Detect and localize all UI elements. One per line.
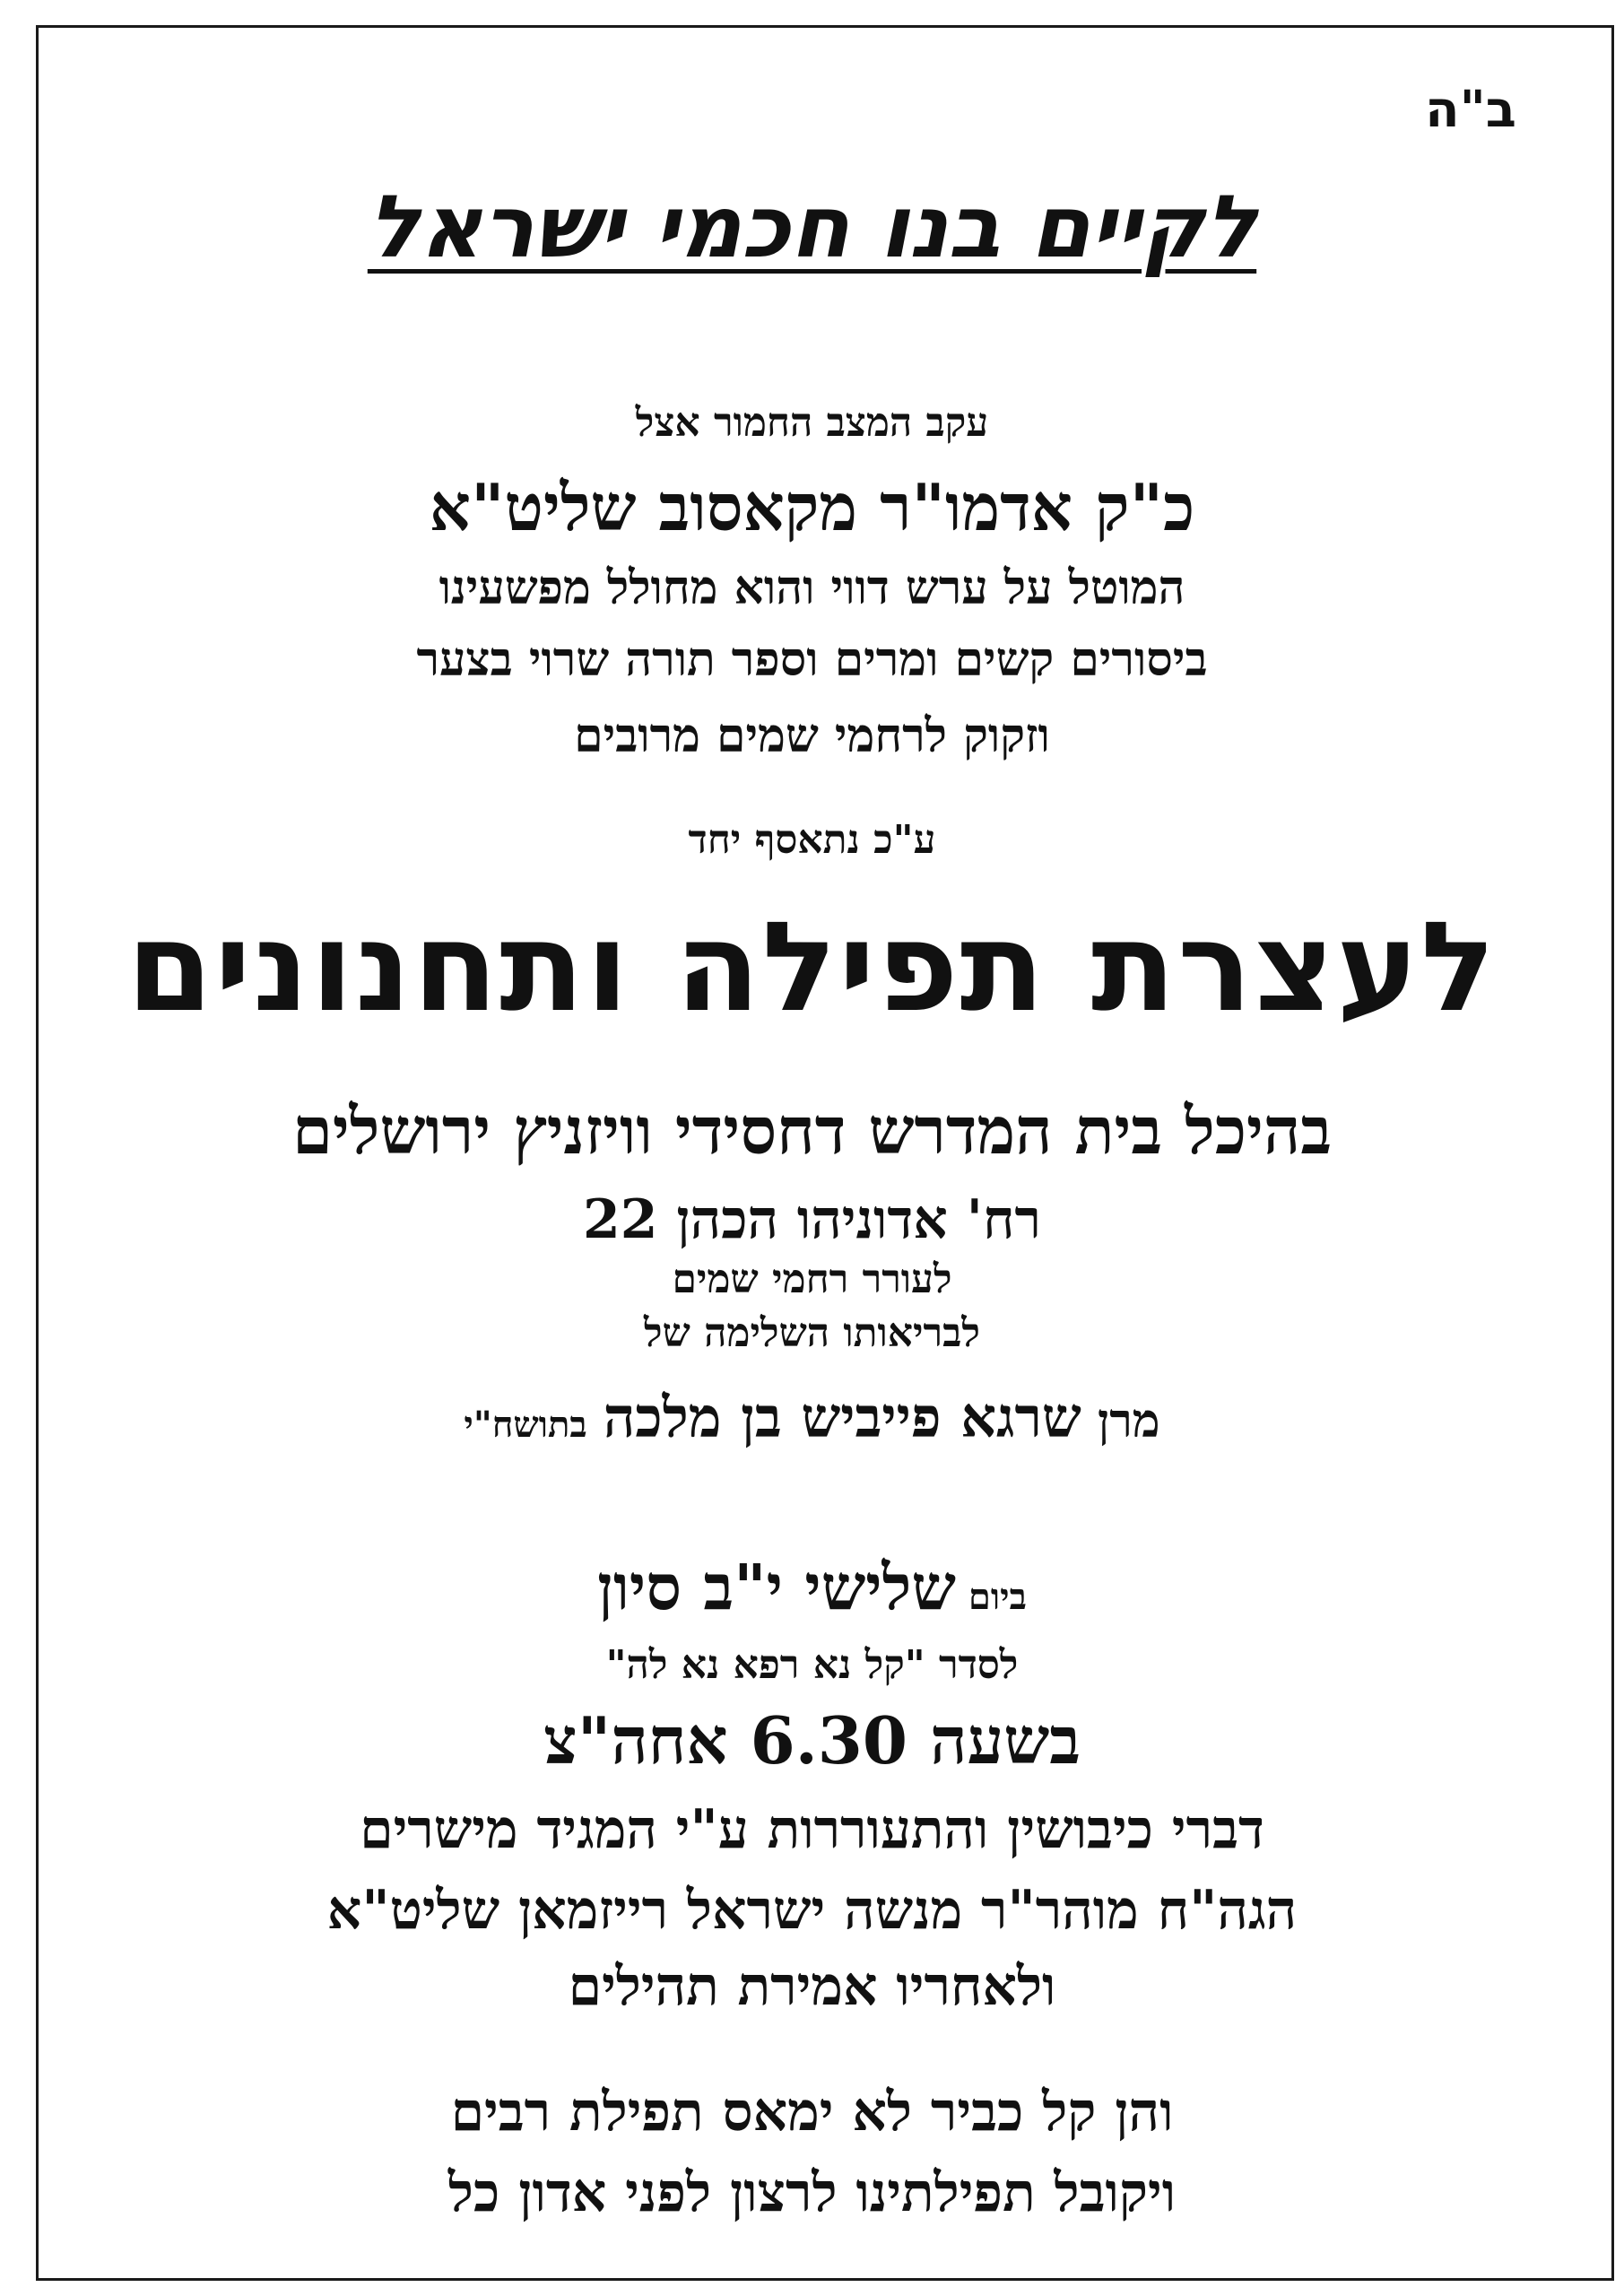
gathering-lead: ע"כ נתאסף יחד: [688, 817, 936, 863]
bh-header: ב"ה: [1425, 81, 1516, 139]
intro-line-2: כ"ק אדמו"ר מקאסוב שליט"א: [429, 469, 1195, 545]
event-headline: לעצרת תפילה ותחנונים: [126, 895, 1498, 1039]
intro-line-5: וזקוק לרחמי שמים מרובים: [574, 709, 1050, 763]
day-prefix: ביום: [968, 1576, 1027, 1618]
program-line-2: הגה"ח מוהר"ר מנשה ישראל רייזמאן שליט"א: [326, 1879, 1298, 1942]
program-line-3: ולאחריו אמירת תהילים: [568, 1955, 1056, 2018]
closing-line-1: והן קל כביר לא ימאס תפילת רבים: [450, 2081, 1174, 2144]
prayer-order: לסדר "קל נא רפא נא לה": [605, 1642, 1019, 1688]
intro-line-4: ביסורים קשים ומרים וספר תורה שרוי בצער: [416, 632, 1208, 687]
day-value: שלישי י"ב סיון: [597, 1550, 956, 1624]
patient-name: שרגא פייביש בן מלכה: [603, 1385, 1081, 1450]
page-title-text: לקיים בנו חכמי ישראל: [367, 177, 1257, 277]
purpose-line-1: לעורר רחמי שמים: [672, 1257, 952, 1302]
intro-line-1: עקב המצב החמור אצל: [635, 400, 989, 446]
patient-line: [0, 1385, 1624, 1450]
purpose-line-2: לבריאותו השלימה של: [644, 1310, 980, 1356]
patient-prefix: מרן: [1097, 1394, 1160, 1448]
patient-suffix: בתושח"י: [464, 1404, 587, 1446]
program-line-1: דברי כיבושין והתעוררות ע"י המגיד מישרים: [360, 1798, 1264, 1861]
page-title: [0, 177, 1624, 277]
day-line: [0, 1550, 1624, 1624]
event-time: בשעה 6.30 אחה"צ: [543, 1702, 1081, 1779]
intro-line-3: המוטל על ערש דווי והוא מחולל מפשעינו: [439, 561, 1185, 615]
closing-line-2: ויקובל תפילתינו לרצון לפני אדון כל: [447, 2161, 1177, 2224]
venue-address: רח' אדוניהו הכהן 22: [583, 1188, 1041, 1251]
venue-place: בהיכל בית המדרש דחסידי וויזניץ ירושלים: [291, 1092, 1333, 1169]
